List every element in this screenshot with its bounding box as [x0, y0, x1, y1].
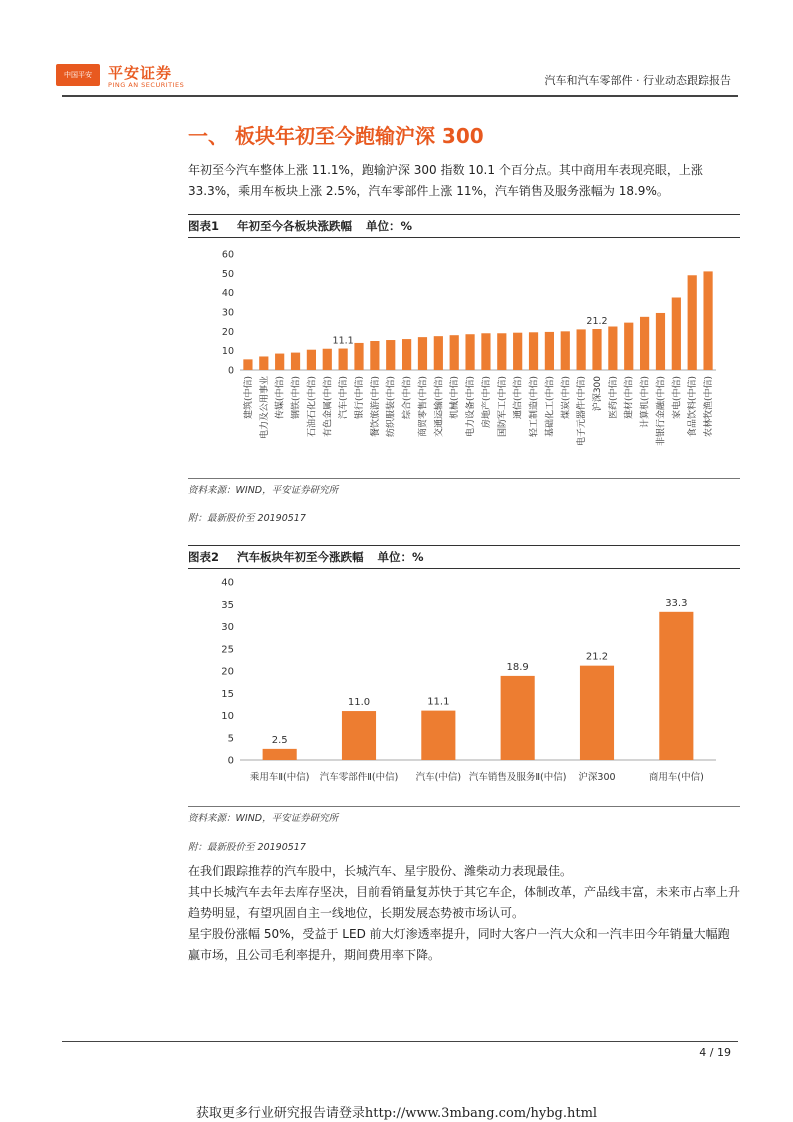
logo-english: PING AN SECURITIES [108, 81, 185, 89]
y-tick-label: 40 [221, 288, 234, 300]
bar [418, 337, 427, 370]
figure2-header [188, 545, 740, 569]
x-tick-label: 机械(中信) [450, 376, 461, 420]
bar [703, 271, 712, 370]
x-tick-label: 家电(中信) [672, 376, 683, 420]
logo-mark: 中国平安 [56, 64, 100, 86]
x-tick-label: 商用车(中信) [648, 772, 704, 783]
bar [465, 334, 474, 370]
x-tick-label: 综合(中信) [402, 376, 413, 420]
x-tick-label: 建筑(中信) [243, 376, 254, 420]
bar [386, 340, 395, 370]
x-tick-label: 电力设备(中信) [466, 376, 477, 438]
bar [577, 329, 586, 370]
x-tick-label: 钢铁(中信) [291, 376, 302, 420]
x-tick-label: 商贸零售(中信) [418, 376, 429, 438]
bar [513, 333, 522, 370]
figure2-unit: 单位：% [377, 550, 424, 564]
y-tick-label: 60 [221, 249, 234, 261]
data-label: 33.3 [665, 597, 688, 609]
intro-paragraph: 年初至今汽车整体上涨 11.1%，跑输沪深 300 指数 10.1 个百分点。其中商用车表现亮眼，上涨 33.3%，乘用车板块上涨 2.5%，汽车零部件上涨 11%，汽车销售及服务涨幅为 18.9%。 [188, 163, 703, 198]
x-tick-label: 乘用车Ⅱ(中信) [249, 772, 310, 783]
bar [421, 711, 455, 760]
y-tick-label: 5 [227, 733, 234, 745]
y-tick-label: 10 [221, 346, 234, 358]
figure1-label: 图表1 [188, 219, 220, 233]
section-title: 一、 板块年初至今跑输沪深 300 [188, 124, 484, 148]
bar [624, 323, 633, 370]
auto-sector-chart [188, 572, 740, 800]
bar [592, 329, 601, 370]
bar [402, 339, 411, 370]
figure1-note: 附：最新股价至 20190517 [188, 513, 306, 524]
x-tick-label: 电力及公用事业 [259, 376, 270, 440]
y-tick-label: 30 [221, 622, 234, 633]
figure1-unit: 单位：% [366, 219, 413, 233]
bar [481, 333, 490, 370]
y-tick-label: 50 [221, 268, 234, 280]
bar [450, 335, 459, 370]
bar [434, 336, 443, 370]
figure2-title: 汽车板块年初至今涨跌幅 [237, 550, 364, 564]
x-tick-label: 纺织服装(中信) [386, 376, 397, 438]
bar [580, 666, 614, 760]
data-label: 11.1 [332, 335, 354, 347]
bar [263, 749, 297, 760]
x-tick-label: 汽车销售及服务Ⅱ(中信) [468, 772, 567, 783]
bar [259, 356, 268, 370]
bar [291, 353, 300, 370]
figure2-source: 资料来源：WIND，平安证券研究所 [188, 806, 740, 824]
bar [529, 332, 538, 370]
y-tick-label: 20 [221, 666, 234, 678]
x-tick-label: 房地产(中信) [481, 376, 492, 429]
y-tick-label: 30 [221, 307, 234, 319]
bar [608, 327, 617, 371]
x-tick-label: 石油石化(中信) [307, 376, 318, 438]
bar [561, 331, 570, 370]
data-label: 21.2 [586, 316, 608, 328]
data-label: 2.5 [271, 734, 288, 746]
bar [501, 676, 535, 760]
x-tick-label: 非银行金融(中信) [656, 376, 667, 447]
bar [307, 350, 316, 370]
y-tick-label: 0 [227, 755, 234, 767]
bar [545, 332, 554, 370]
x-tick-label: 农林牧渔(中信) [704, 376, 715, 438]
bar [672, 298, 681, 371]
y-tick-label: 25 [221, 644, 234, 656]
y-tick-label: 35 [221, 599, 234, 611]
x-tick-label: 传媒(中信) [275, 376, 286, 420]
x-tick-label: 通信(中信) [513, 376, 524, 420]
data-label: 21.2 [585, 651, 609, 663]
x-tick-label: 汽车零部件Ⅱ(中信) [319, 772, 399, 783]
x-tick-label: 轻工制造(中信) [529, 376, 540, 438]
x-tick-label: 交通运输(中信) [434, 376, 445, 438]
bar [640, 317, 649, 370]
data-label: 11.1 [427, 696, 450, 708]
header-divider [62, 95, 738, 97]
x-tick-label: 汽车(中信) [415, 772, 462, 783]
x-tick-label: 电子元器件(中信) [577, 376, 588, 447]
figure1-header [188, 214, 740, 238]
y-tick-label: 15 [221, 688, 234, 700]
y-tick-label: 40 [221, 577, 234, 589]
bar [354, 343, 363, 370]
x-tick-label: 沪深300 [578, 772, 616, 783]
x-tick-label: 餐饮旅游(中信) [370, 376, 381, 438]
figure2-label: 图表2 [188, 550, 220, 564]
x-tick-label: 计算机(中信) [640, 376, 651, 429]
y-tick-label: 10 [221, 711, 234, 722]
bar [275, 354, 284, 370]
figure1-title: 年初至今各板块涨跌幅 [237, 219, 353, 233]
bar [243, 359, 252, 370]
data-label: 11.0 [347, 697, 371, 709]
bar [497, 333, 506, 370]
sector-returns-chart [188, 242, 740, 474]
body-line-1: 在我们跟踪推荐的汽车股中，长城汽车、星宇股份、潍柴动力表现最佳。 [188, 864, 573, 878]
page-number: 4 / 19 [699, 1046, 731, 1059]
x-tick-label: 建材(中信) [624, 376, 635, 420]
bar [370, 341, 379, 370]
body-line-2: 其中长城汽车去年去库存坚决，目前看销量复苏快于其它车企，体制改革，产品线丰富，未来市占率上升趋势明显，有望巩固自主一线地位，长期发展态势被市场认可。 [188, 885, 741, 920]
footer-link[interactable]: 获取更多行业研究报告请登录http://www.3mbang.com/hybg.html [195, 1106, 598, 1121]
x-tick-label: 银行(中信) [355, 376, 365, 420]
figure2-note: 附：最新股价至 20190517 [188, 842, 306, 853]
x-tick-label: 煤炭(中信) [561, 376, 572, 420]
x-tick-label: 沪深300 [593, 376, 603, 412]
bar [659, 612, 693, 760]
y-tick-label: 20 [221, 326, 234, 338]
bar [342, 711, 376, 760]
footer-divider [62, 1041, 738, 1042]
logo-text: 平安证券 [108, 64, 173, 82]
report-title: 汽车和汽车零部件 · 行业动态跟踪报告 [544, 74, 731, 87]
bar [323, 349, 332, 370]
bar [688, 275, 697, 370]
x-tick-label: 汽车(中信) [339, 376, 350, 420]
x-tick-label: 有色金属(中信) [323, 376, 334, 438]
body-line-3: 星宇股份涨幅 50%，受益于 LED 前大灯渗透率提升，同时大客户一汽大众和一汽丰田今年销量大幅跑赢市场，且公司毛利率提升，期间费用率下降。 [188, 927, 730, 962]
x-tick-label: 国防军工(中信) [497, 376, 508, 438]
x-tick-label: 医药(中信) [608, 376, 619, 420]
y-tick-label: 0 [227, 365, 234, 377]
x-tick-label: 基础化工(中信) [545, 376, 556, 438]
data-label: 18.9 [506, 661, 529, 673]
bar [339, 349, 348, 370]
x-tick-label: 食品饮料(中信) [688, 376, 699, 438]
figure1-source: 资料来源：WIND，平安证券研究所 [188, 478, 740, 496]
bar [656, 313, 665, 370]
